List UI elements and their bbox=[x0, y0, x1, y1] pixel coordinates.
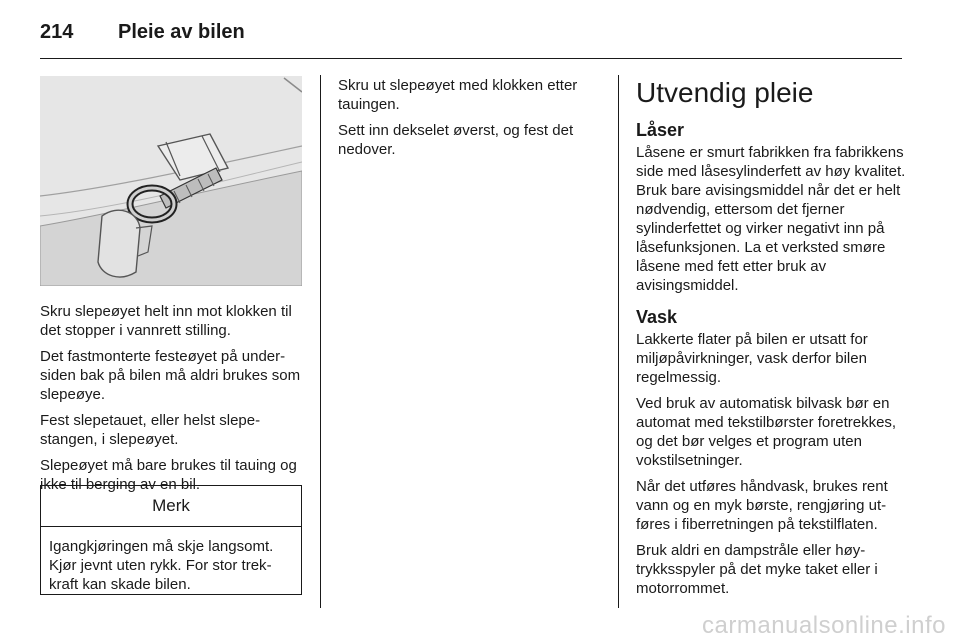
paragraph: Det fastmonterte festeøyet på undersiden bak på bilen må aldri brukes som slepeøye. bbox=[40, 348, 301, 403]
watermark: carmanualsonline.info bbox=[702, 612, 946, 639]
paragraph: Skru slepeøyet helt inn mot klokken til det stopper i vannrett stilling. bbox=[40, 303, 292, 339]
note-title: Merk bbox=[41, 486, 301, 527]
paragraph: Når det utføres håndvask, brukes rent vann og en myk børste, rengjøring utføres i fiberretningen på tekstilflaten. bbox=[636, 478, 888, 533]
note-text: Igangkjøringen må skje langsomt. Kjør jevnt uten rykk. For stor trekkraft kan skade bilen. bbox=[49, 538, 274, 593]
paragraph: Ved bruk av automatisk bilvask bør en automat med tekstilbørster foretrekkes, og det bør velges et program uten vokstilsetninger. bbox=[636, 395, 897, 469]
section-title: Utvendig pleie bbox=[636, 77, 814, 108]
paragraph: Låsene er smurt fabrikken fra fabrikkens side med låsesylinderfett av høy kvalitet. Bruk bare avisingsmiddel når det er helt nødvendig, ettersom det fjerner sylinderfettet og virker negativt inn på låsefunksjonen. La et verksted smøre låsene med fett etter bruk av avisingsmiddel. bbox=[636, 144, 906, 294]
page-header bbox=[40, 18, 902, 62]
column-divider-left bbox=[320, 75, 321, 608]
page-number: 214 bbox=[40, 21, 74, 43]
subsection-heading-locks: Låser bbox=[636, 120, 685, 140]
header-rule bbox=[40, 58, 902, 59]
paragraph: Fest slepetauet, eller helst slepestangen, i slepeøyet. bbox=[40, 412, 261, 448]
paragraph: Skru ut slepeøyet med klokken etter tauingen. bbox=[338, 77, 578, 113]
page-title: Pleie av bilen bbox=[118, 21, 245, 43]
left-column-text bbox=[40, 302, 304, 501]
paragraph: Slepeøyet må bare brukes til tauing og ikke til berging av en bil. bbox=[40, 457, 297, 493]
paragraph: Lakkerte flater på bilen er utsatt for miljøpåvirkninger, vask derfor bilen regelmessig. bbox=[636, 331, 868, 386]
note-box bbox=[40, 485, 302, 595]
tow-eye-drawing bbox=[40, 76, 302, 286]
paragraph: Sett inn dekselet øverst, og fest det nedover. bbox=[338, 122, 574, 158]
middle-column-text bbox=[338, 76, 600, 166]
paragraph: Bruk aldri en dampstråle eller høytrykksspyler på det myke taket eller i motorrommet. bbox=[636, 542, 878, 597]
column-divider-right bbox=[618, 75, 619, 608]
subsection-heading-wash: Vask bbox=[636, 307, 678, 327]
tow-eye-illustration bbox=[40, 76, 302, 286]
right-column-text bbox=[636, 76, 906, 605]
